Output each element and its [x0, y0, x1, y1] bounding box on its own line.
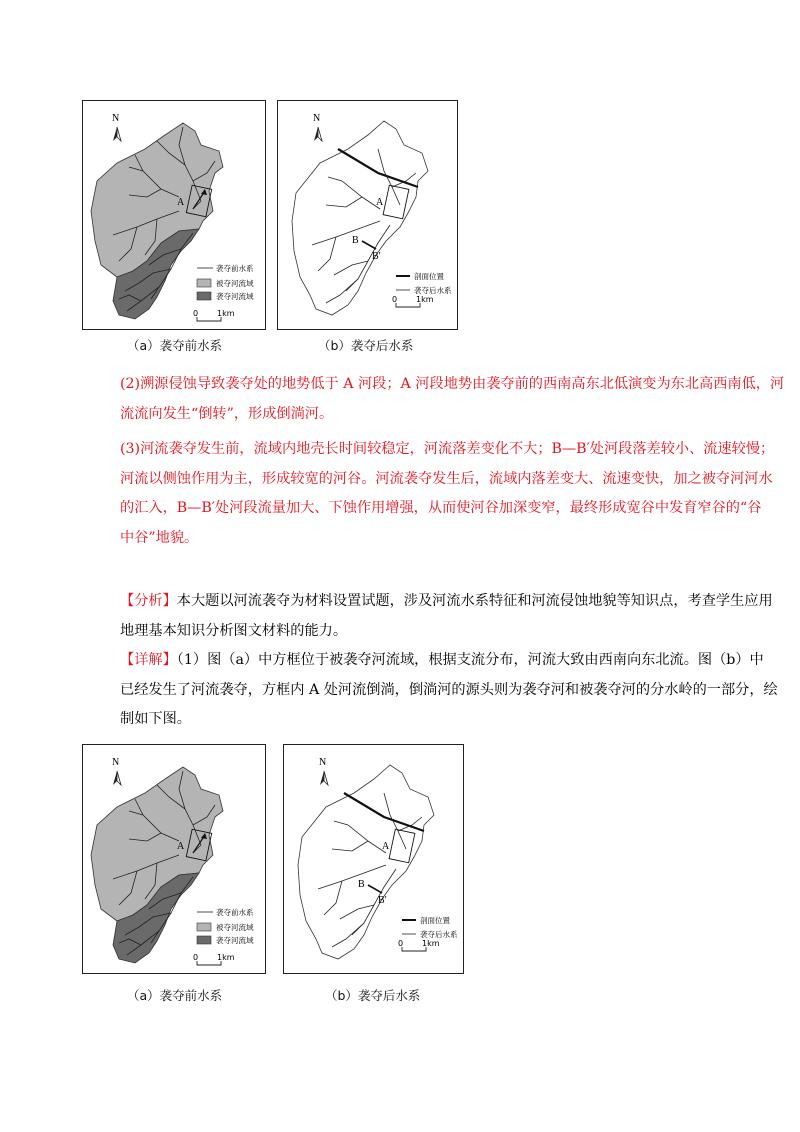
map-panel-b	[277, 100, 458, 330]
map-panel-a	[82, 100, 266, 330]
svg-text:0: 0	[193, 953, 199, 962]
north-label: N	[112, 757, 120, 768]
detail-section	[120, 646, 778, 735]
scale-bar	[398, 939, 440, 951]
label-b-prime: B′	[372, 251, 381, 262]
text-line: 地理基本知识分析图文材料的能力。	[120, 622, 348, 639]
svg-text:1km: 1km	[217, 953, 235, 962]
legend-item: 袭夺前水系	[216, 908, 254, 917]
legend-item: 袭夺河流域	[216, 936, 254, 945]
legend-item: 袭夺前水系	[216, 264, 254, 273]
map-panel-b	[283, 744, 464, 974]
caption-b: （b）袭夺后水系	[325, 988, 421, 1003]
drainage-map-before	[83, 745, 267, 975]
text-line: （1）图（a）中方框位于被袭夺河流域，根据支流分布，河流大致由西南向东北流。图（b）中	[176, 652, 764, 668]
scale-bar	[392, 295, 434, 307]
drainage-map-after	[284, 745, 465, 975]
text-line: 已经发生了河流袭夺，方框内 A 处河流倒淌，倒淌河的源头则为袭夺河和被袭夺河的分水岭的一部分，绘	[120, 681, 778, 698]
label-a: A	[177, 841, 185, 852]
figure-bottom	[0, 744, 800, 1004]
legend	[197, 263, 254, 301]
svg-text:1km: 1km	[416, 295, 434, 304]
text-line: 的汇入，B—B′处河段流量加大、下蚀作用增强，从而使河谷加深变窄，最终形成宽谷中发育窄谷的“谷	[120, 500, 762, 516]
legend-item: 剖面位置	[414, 272, 444, 281]
text-line: (2)溯源侵蚀导致袭夺处的地势低于 A 河段；A 河段地势由袭夺前的西南高东北低演变为东北高西南低，河	[120, 376, 785, 392]
detail-tag: 【详解】	[120, 652, 177, 668]
label-b: B	[352, 235, 359, 246]
svg-text:0: 0	[398, 939, 404, 948]
svg-text:1km: 1km	[422, 939, 440, 948]
svg-text:1km: 1km	[217, 309, 235, 318]
map-panel-a	[82, 744, 266, 974]
legend-item: 剖面位置	[420, 916, 450, 925]
svg-text:0: 0	[193, 309, 199, 318]
label-b: B	[358, 879, 365, 890]
legend	[402, 915, 458, 939]
label-a: A	[177, 197, 185, 208]
caption-a: （a）袭夺前水系	[127, 988, 223, 1003]
north-arrow-icon	[113, 127, 121, 141]
svg-text:0: 0	[392, 295, 398, 304]
caption-b: （b）袭夺后水系	[318, 338, 414, 353]
north-label: N	[319, 757, 327, 768]
scale-bar	[193, 953, 235, 965]
text-line: (3)河流袭夺发生前，流域内地壳长时间较稳定，河流落差变化不大；B—B′处河段落差较小、流速较慢；	[120, 441, 775, 457]
label-a: A	[376, 197, 384, 208]
text-line: 河流以侧蚀作用为主，形成较宽的河谷。河流袭夺发生后，流域内落差变大、流速变快，加之被夺河河水	[120, 470, 773, 487]
drainage-map-after	[278, 101, 459, 331]
north-label: N	[112, 113, 120, 124]
text-line: 中谷”地貌。	[120, 529, 199, 546]
analysis-section	[120, 587, 773, 646]
north-label: N	[313, 113, 321, 124]
label-b-prime: B′	[378, 895, 387, 906]
north-arrow-icon	[113, 771, 121, 785]
caption-a: （a）袭夺前水系	[127, 338, 223, 353]
north-arrow-icon	[314, 127, 322, 141]
legend	[197, 907, 254, 945]
legend-item: 被夺河流域	[216, 923, 254, 932]
legend	[396, 271, 452, 295]
legend-item: 袭夺后水系	[414, 286, 452, 295]
figure-top	[0, 100, 800, 360]
north-arrow-icon	[320, 771, 328, 785]
drainage-map-before	[83, 101, 267, 331]
answer-3	[120, 435, 775, 553]
answer-2	[120, 370, 785, 429]
label-a: A	[382, 841, 390, 852]
analysis-tag: 【分析】	[120, 593, 177, 609]
legend-item: 袭夺河流域	[216, 292, 254, 301]
text-line: 流流向发生“倒转”，形成倒淌河。	[120, 405, 334, 422]
text-line: 本大题以河流袭夺为材料设置试题，涉及河流水系特征和河流侵蚀地貌等知识点，考查学生应用	[176, 593, 773, 609]
legend-item: 被夺河流域	[216, 279, 254, 288]
legend-item: 袭夺后水系	[420, 930, 458, 939]
text-line: 制如下图。	[120, 711, 191, 727]
scale-bar	[193, 309, 235, 321]
